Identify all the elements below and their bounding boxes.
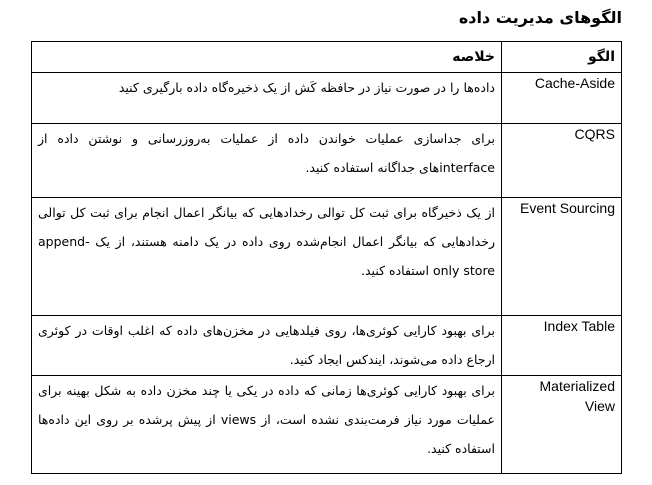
table-row: [32, 316, 622, 376]
table-row: [32, 73, 622, 124]
pattern-name-cell: Index Table: [502, 316, 622, 376]
pattern-name-cell: Event Sourcing: [502, 198, 622, 316]
table-row: [32, 124, 622, 198]
page-title: الگوهای مدیریت داده: [458, 8, 622, 27]
summary-cell: برای جداسازی عملیات خواندن داده از عملیات به‌روزرسانی و نوشتن داده از interfaceهای جداگانه استفاده کنید.: [32, 124, 502, 198]
data-management-patterns-table: [31, 41, 622, 474]
summary-cell: برای بهبود کارایی کوئری‌ها، روی فیلدهایی در مخزن‌های داده که اغلب اوقات در کوئری ارجاع داده می‌شوند، ایندکس ایجاد کنید.: [32, 316, 502, 376]
table-header-row: [32, 42, 622, 73]
summary-cell: از یک ذخیرگاه برای ثبت کل توالی رخدادهایی که بیانگر اعمال انجام برای ثبت کل توالی رخدادهایی که بیانگر اعمال انجام‌شده روی داده در یک دامنه هستند، از یک append-only store استفاده کنید.: [32, 198, 502, 316]
summary-cell: برای بهبود کارایی کوئری‌ها زمانی که داده در یکی یا چند مخزن داده به شکل بهینه برای عملیات مورد نیاز فرمت‌بندی نشده است، از views از پیش پرشده بر روی این داده‌ها استفاده کنید.: [32, 376, 502, 474]
pattern-name-cell: Cache-Aside: [502, 73, 622, 124]
pattern-name-cell: Materialized View: [502, 376, 622, 474]
pattern-name-cell: CQRS: [502, 124, 622, 198]
header-summary: خلاصه: [32, 42, 502, 73]
header-pattern: الگو: [502, 42, 622, 73]
table-row: [32, 198, 622, 316]
summary-cell: داده‌ها را در صورت نیاز در حافظه کَش از یک ذخیره‌گاه داده بارگیری کنید: [32, 73, 502, 124]
table-row: [32, 376, 622, 474]
